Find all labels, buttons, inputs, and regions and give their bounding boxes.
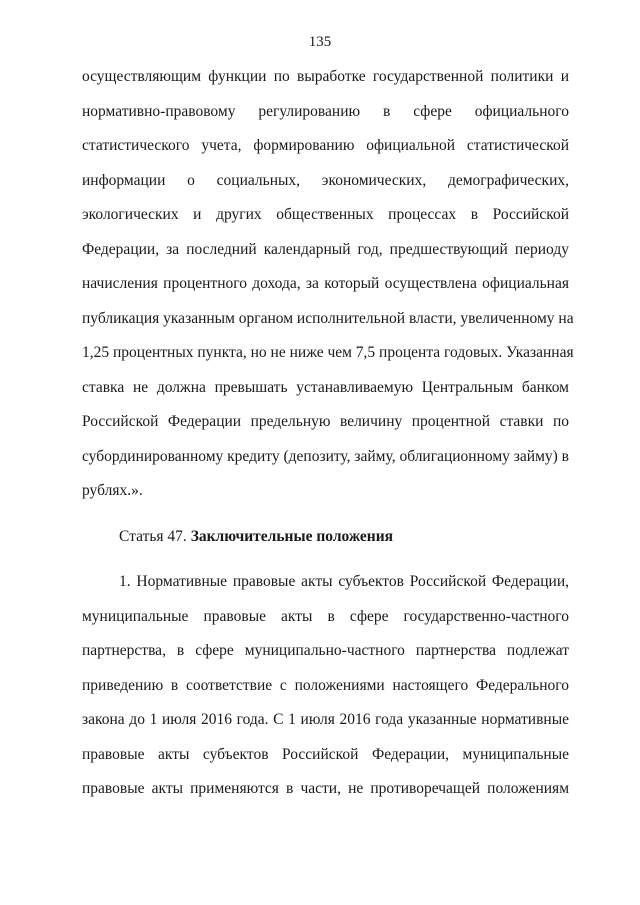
- text-line: 1. Нормативные правовые акты субъектов Российской Федерации,: [119, 573, 569, 590]
- text-line: приведению в соответствие с положениями настоящего Федерального: [82, 676, 569, 694]
- paragraph-article-47-part-1: [82, 565, 569, 807]
- text-line: правовые акты субъектов Российской Федерации, муниципальные: [82, 745, 569, 763]
- text-line: рублях.».: [82, 482, 143, 499]
- text-line: ставка не должна превышать устанавливаемую Центральным банком: [82, 378, 569, 396]
- document-body: [82, 60, 574, 807]
- article-number: Статья 47.: [119, 527, 187, 545]
- text-line: экологических и других общественных процессах в Российской: [82, 206, 569, 223]
- text-line: публикация указанным органом исполнительной власти, увеличенному на: [82, 309, 574, 327]
- text-line: 1,25 процентных пункта, но не ниже чем 7,5 процента годовых. Указанная: [82, 344, 574, 361]
- text-line: Федерации, за последний календарный год, предшествующий периоду: [82, 240, 569, 258]
- text-line: правовые акты применяются в части, не противоречащей положениям: [82, 780, 569, 797]
- text-line: партнерства, в сфере муниципально-частного партнерства подлежат: [82, 642, 569, 659]
- spacer: [82, 509, 569, 520]
- text-line: субординированному кредиту (депозиту, займу, облигационному займу) в: [82, 447, 569, 465]
- page-number: 135: [308, 34, 332, 50]
- text-line: Российской Федерации предельную величину процентной ставки по: [82, 413, 569, 430]
- text-line: начисления процентного дохода, за который осуществлена официальная: [82, 275, 569, 292]
- paragraph-continuation: [82, 60, 574, 509]
- text-line: статистического учета, формированию официальной статистической: [82, 137, 569, 154]
- text-line: нормативно-правовому регулированию в сфере официального: [82, 102, 569, 120]
- text-line: осуществляющим функции по выработке государственной политики и: [82, 68, 569, 85]
- text-line: информации о социальных, экономических, демографических,: [82, 171, 569, 189]
- article-heading: [82, 520, 569, 555]
- spacer: [82, 554, 569, 565]
- text-line: муниципальные правовые акты в сфере государственно-частного: [82, 607, 569, 625]
- text-line: закона до 1 июля 2016 года. С 1 июля 2016 года указанные нормативные: [82, 711, 569, 728]
- article-title: Заключительные положения: [190, 527, 394, 545]
